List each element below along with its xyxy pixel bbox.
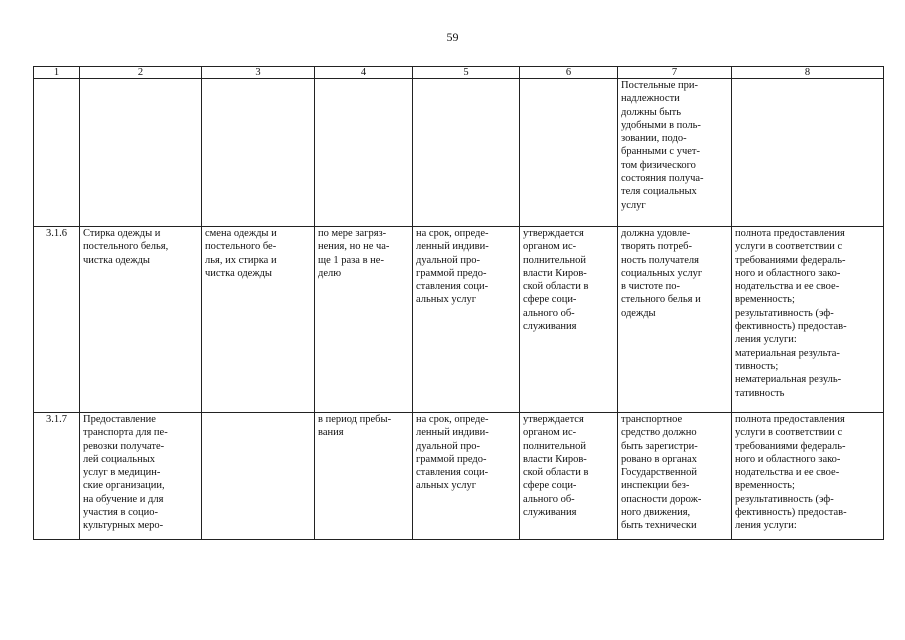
- table-row: [34, 79, 884, 227]
- table-cell: Постельные при- надлежности должны быть удобными в поль- зовании, подо- бранными с учет- том физического состояния получа- теля социальных услуг: [618, 79, 732, 227]
- table-cell: в период пребы- вания: [315, 413, 413, 540]
- column-header: 1: [34, 67, 80, 79]
- table-cell: [34, 79, 80, 227]
- table-cell: [202, 413, 315, 540]
- table-cell: полнота предоставления услуги в соответствии с требованиями федераль- ного и областного зако- нодательства и ее свое- временность; результативность (эф- фективность) предостав- ления услуги:: [732, 413, 884, 540]
- table-cell: утверждается органом ис- полнительной власти Киров- ской области в сфере соци- ального об- служивания: [520, 227, 618, 413]
- table-cell: [520, 79, 618, 227]
- table-cell: на срок, опреде- ленный индиви- дуальной про- граммой предо- ставления соци- альных услуг: [413, 227, 520, 413]
- table-cell: [315, 79, 413, 227]
- table-cell: утверждается органом ис- полнительной власти Киров- ской области в сфере соци- ального об- служивания: [520, 413, 618, 540]
- table-cell: [80, 79, 202, 227]
- table-cell: по мере загряз- нения, но не ча- ще 1 раза в не- делю: [315, 227, 413, 413]
- table-cell: транспортное средство должно быть зарегистри- ровано в органах Государственной инспекции без- опасности дорож- ного движения, быть технически: [618, 413, 732, 540]
- table-cell: 3.1.7: [34, 413, 80, 540]
- column-header: 8: [732, 67, 884, 79]
- column-header: 5: [413, 67, 520, 79]
- table-cell: смена одежды и постельного бе- лья, их стирка и чистка одежды: [202, 227, 315, 413]
- table-cell: 3.1.6: [34, 227, 80, 413]
- column-header: 2: [80, 67, 202, 79]
- table-cell: должна удовле- творять потреб- ность получателя социальных услуг в чистоте по- стельного белья и одежды: [618, 227, 732, 413]
- services-table: [33, 66, 884, 540]
- table-cell: Предоставление транспорта для пе- ревозки получате- лей социальных услуг в медицин- ские организации, на обучение и для участия в социо- культурных меро-: [80, 413, 202, 540]
- table-cell: полнота предоставления услуги в соответствии с требованиями федераль- ного и областного зако- нодательства и ее свое- временность; результативность (эф- фективность) предостав- ления услуги: материальная результа- тивность; нематериальная резуль- тативность: [732, 227, 884, 413]
- table-cell: [413, 79, 520, 227]
- table-cell: [732, 79, 884, 227]
- page-number: 59: [446, 30, 459, 44]
- column-header: 7: [618, 67, 732, 79]
- column-header: 4: [315, 67, 413, 79]
- table-cell: [202, 79, 315, 227]
- table-cell: на срок, опреде- ленный индиви- дуальной про- граммой предо- ставления соци- альных услуг: [413, 413, 520, 540]
- table-cell: Стирка одежды и постельного белья, чистка одежды: [80, 227, 202, 413]
- column-header: 6: [520, 67, 618, 79]
- table-header-row: [34, 67, 884, 79]
- column-header: 3: [202, 67, 315, 79]
- table-row: [34, 413, 884, 540]
- table-row: [34, 227, 884, 413]
